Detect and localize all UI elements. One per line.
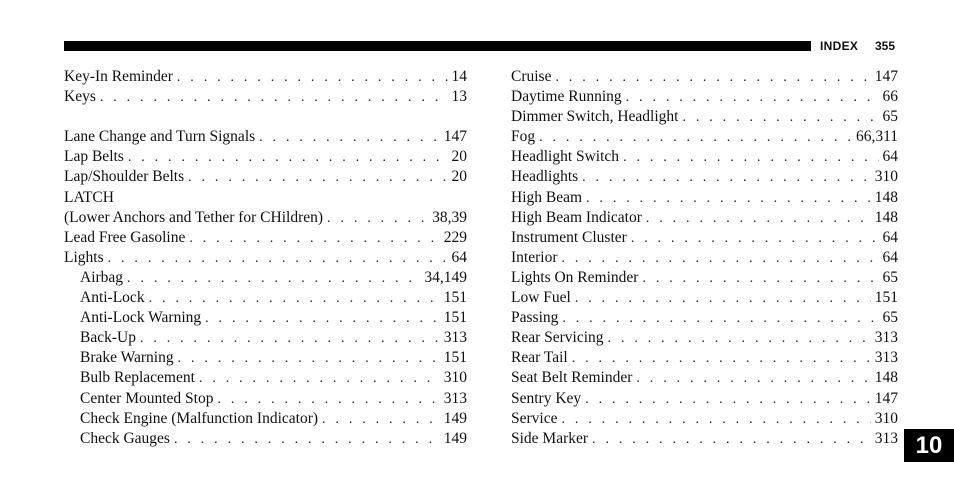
entry-label: Lane Change and Turn Signals bbox=[64, 128, 256, 146]
entry-label: Headlight Switch bbox=[511, 148, 620, 166]
entry-page-number: 313 bbox=[874, 329, 898, 347]
index-entry bbox=[511, 409, 898, 429]
index-entry bbox=[64, 389, 467, 409]
entry-label: Rear Tail bbox=[511, 349, 568, 367]
entry-page-number: 20 bbox=[451, 148, 467, 166]
index-column-right bbox=[511, 67, 898, 449]
dot-leader bbox=[128, 148, 448, 168]
entry-page-number: 151 bbox=[874, 289, 898, 307]
entry-page-number: 14 bbox=[451, 68, 467, 85]
entry-page-number: 64 bbox=[882, 148, 898, 166]
dot-leader bbox=[100, 88, 448, 108]
index-entry bbox=[511, 328, 898, 348]
entry-page-number: 20 bbox=[451, 168, 467, 186]
entry-page-number: 65 bbox=[882, 108, 898, 126]
entry-label: Rear Servicing bbox=[511, 329, 604, 347]
entry-page-number: 64 bbox=[882, 228, 898, 246]
entry-label: Daytime Running bbox=[511, 88, 622, 106]
entry-label: Check Engine (Malfunction Indicator) bbox=[80, 409, 319, 427]
page-number: 355 bbox=[875, 39, 896, 53]
entry-label: High Beam bbox=[511, 188, 583, 206]
index-entry bbox=[511, 147, 898, 167]
dot-leader bbox=[189, 229, 439, 249]
dot-leader bbox=[682, 108, 878, 128]
entry-page-number: 313 bbox=[443, 329, 467, 347]
index-entry bbox=[511, 268, 898, 288]
chapter-tab: 10 bbox=[904, 429, 954, 462]
entry-page-number: 34,149 bbox=[424, 268, 467, 286]
entry-label: Cruise bbox=[511, 68, 552, 85]
entry-page-number: 147 bbox=[443, 128, 467, 146]
dot-leader bbox=[586, 189, 871, 209]
dot-leader bbox=[174, 430, 440, 450]
index-entry bbox=[64, 67, 467, 87]
entry-page-number: 38,39 bbox=[432, 208, 467, 226]
index-entry bbox=[511, 368, 898, 388]
index-entry bbox=[511, 248, 898, 268]
dot-leader bbox=[623, 148, 878, 168]
entry-label: Check Gauges bbox=[80, 429, 170, 447]
entry-page-number: 66,311 bbox=[855, 128, 898, 146]
dot-leader bbox=[636, 369, 870, 389]
dot-leader bbox=[149, 289, 440, 309]
dot-leader bbox=[642, 269, 878, 289]
entry-label: Sentry Key bbox=[511, 389, 582, 407]
entry-page-number: 149 bbox=[443, 409, 467, 427]
dot-leader bbox=[140, 329, 440, 349]
entry-label: Seat Belt Reminder bbox=[511, 369, 633, 387]
entry-label: Back-Up bbox=[80, 329, 136, 347]
dot-leader bbox=[572, 349, 871, 369]
dot-leader bbox=[631, 229, 879, 249]
index-entry bbox=[64, 288, 467, 308]
entry-label: LATCH bbox=[64, 188, 114, 206]
index-entry bbox=[64, 268, 467, 288]
index-entry bbox=[511, 87, 898, 107]
entry-page-number: 310 bbox=[874, 168, 898, 186]
dot-leader bbox=[259, 128, 440, 148]
dot-leader bbox=[177, 68, 448, 88]
index-entry bbox=[511, 308, 898, 328]
index-entry bbox=[511, 348, 898, 368]
entry-label: Interior bbox=[511, 248, 558, 266]
dot-leader bbox=[561, 410, 870, 430]
entry-label: Dimmer Switch, Headlight bbox=[511, 108, 679, 126]
index-entry bbox=[64, 228, 467, 248]
entry-label: High Beam Indicator bbox=[511, 208, 642, 226]
index-entry bbox=[64, 308, 467, 328]
index-entry bbox=[511, 127, 898, 147]
entry-label: Passing bbox=[511, 309, 559, 327]
dot-leader bbox=[199, 369, 440, 389]
dot-leader bbox=[575, 289, 871, 309]
entry-label: Fog bbox=[511, 128, 536, 146]
entry-label: Lap Belts bbox=[64, 148, 124, 166]
section-title: INDEX bbox=[820, 39, 859, 53]
entry-page-number: 147 bbox=[874, 68, 898, 85]
entry-label: Anti-Lock Warning bbox=[80, 309, 202, 327]
entry-label: Airbag bbox=[80, 268, 124, 286]
index-entry bbox=[64, 147, 467, 167]
index-entry bbox=[511, 288, 898, 308]
entry-label: Lead Free Gasoline bbox=[64, 228, 186, 246]
entry-label: Lap/Shoulder Belts bbox=[64, 168, 185, 186]
index-entry bbox=[511, 167, 898, 187]
index-entry bbox=[511, 208, 898, 228]
entry-page-number: 13 bbox=[451, 88, 467, 106]
entry-page-number: 148 bbox=[874, 369, 898, 387]
dot-leader bbox=[555, 68, 870, 88]
dot-leader bbox=[539, 128, 852, 148]
entry-page-number: 229 bbox=[443, 228, 467, 246]
entry-label: Instrument Cluster bbox=[511, 228, 627, 246]
index-entry bbox=[64, 87, 467, 107]
entry-page-number: 151 bbox=[443, 309, 467, 327]
index-entry bbox=[511, 228, 898, 248]
dot-leader bbox=[582, 168, 871, 188]
entry-label: Key-In Reminder bbox=[64, 68, 173, 85]
entry-page-number: 313 bbox=[874, 429, 898, 447]
entry-label: Service bbox=[511, 409, 558, 427]
entry-label: Lights On Reminder bbox=[511, 268, 639, 286]
dot-leader bbox=[562, 309, 878, 329]
dot-leader bbox=[217, 390, 439, 410]
dot-leader bbox=[188, 168, 447, 188]
entry-page-number: 66 bbox=[882, 88, 898, 106]
entry-label: Lights bbox=[64, 248, 104, 266]
entry-page-number: 149 bbox=[443, 429, 467, 447]
index-entry bbox=[511, 389, 898, 409]
index-entry bbox=[64, 167, 467, 187]
dot-leader bbox=[327, 209, 428, 229]
entry-page-number: 151 bbox=[443, 349, 467, 367]
dot-leader bbox=[322, 410, 440, 430]
dot-leader bbox=[127, 269, 420, 289]
dot-leader bbox=[608, 329, 871, 349]
entry-page-number: 64 bbox=[882, 248, 898, 266]
dot-leader bbox=[178, 349, 440, 369]
entry-page-number: 64 bbox=[451, 248, 467, 266]
index-entry bbox=[64, 208, 467, 228]
entry-page-number: 148 bbox=[874, 188, 898, 206]
dot-leader bbox=[205, 309, 440, 329]
dot-leader bbox=[646, 209, 871, 229]
entry-label: Anti-Lock bbox=[80, 289, 145, 307]
entry-label: Keys bbox=[64, 88, 96, 106]
entry-label: Bulb Replacement bbox=[80, 369, 195, 387]
index-entry bbox=[64, 127, 467, 147]
entry-label: Brake Warning bbox=[80, 349, 174, 367]
entry-label: (Lower Anchors and Tether for CHildren) bbox=[64, 208, 324, 226]
entry-label: Headlights bbox=[511, 168, 579, 186]
index-entry bbox=[511, 67, 898, 87]
index-entry bbox=[64, 368, 467, 388]
entry-label: Low Fuel bbox=[511, 289, 571, 307]
entry-page-number: 313 bbox=[443, 389, 467, 407]
header-rule bbox=[64, 41, 811, 51]
index-entry bbox=[64, 188, 467, 208]
dot-leader bbox=[626, 88, 879, 108]
dot-leader bbox=[585, 390, 871, 410]
index-entry bbox=[511, 429, 898, 449]
index-entry bbox=[511, 107, 898, 127]
index-column-left bbox=[64, 67, 467, 449]
entry-page-number: 147 bbox=[874, 389, 898, 407]
entry-page-number: 65 bbox=[882, 268, 898, 286]
entry-page-number: 310 bbox=[443, 369, 467, 387]
entry-label: Center Mounted Stop bbox=[80, 389, 214, 407]
index-entry bbox=[64, 409, 467, 429]
index-entry bbox=[64, 348, 467, 368]
dot-leader bbox=[561, 249, 878, 269]
dot-leader bbox=[108, 249, 448, 269]
entry-label: Side Marker bbox=[511, 429, 589, 447]
index-spacer bbox=[64, 107, 467, 127]
entry-page-number: 313 bbox=[874, 349, 898, 367]
index-entry bbox=[511, 188, 898, 208]
entry-page-number: 148 bbox=[874, 208, 898, 226]
entry-page-number: 310 bbox=[874, 409, 898, 427]
entry-page-number: 151 bbox=[443, 289, 467, 307]
dot-leader bbox=[592, 430, 871, 450]
index-entry bbox=[64, 328, 467, 348]
index-entry bbox=[64, 429, 467, 449]
entry-page-number: 65 bbox=[882, 309, 898, 327]
index-entry bbox=[64, 248, 467, 268]
